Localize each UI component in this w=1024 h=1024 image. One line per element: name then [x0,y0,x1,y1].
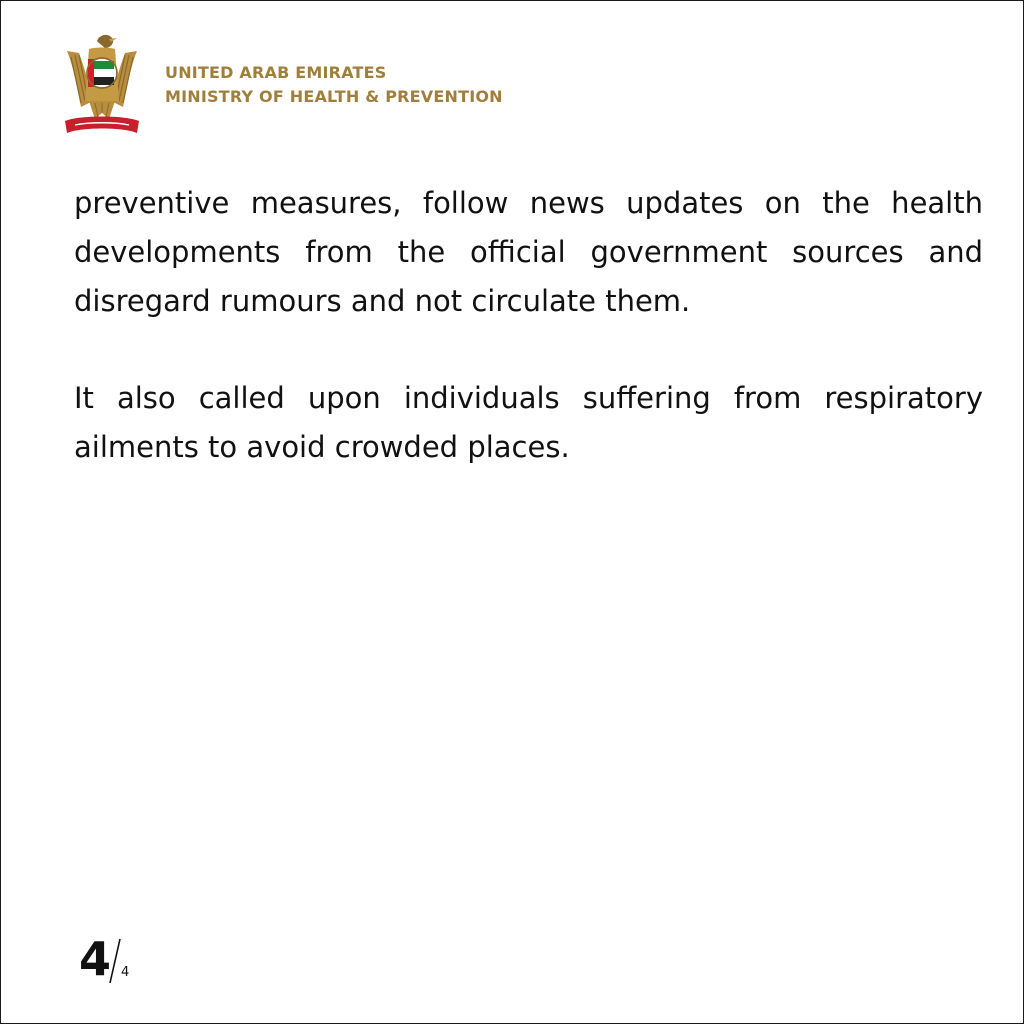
body-text [74,179,983,520]
total-pages-number: 4 [121,965,130,980]
org-ministry: MINISTRY OF HEALTH & PREVENTION [165,87,503,106]
org-country: UNITED ARAB EMIRATES [165,63,387,82]
paragraph-1: preventive measures, follow news updates on the health developments from the official government sources and disregard rumours and not circulate them. [74,186,983,318]
organization-name [165,61,503,109]
uae-falcon-emblem-icon [59,31,145,141]
paragraph-2: It also called upon individuals suffering from respiratory ailments to avoid crowded places. [74,381,983,464]
current-page-number: 4 [79,932,112,986]
page-indicator [79,931,159,991]
slash-divider [109,937,121,985]
